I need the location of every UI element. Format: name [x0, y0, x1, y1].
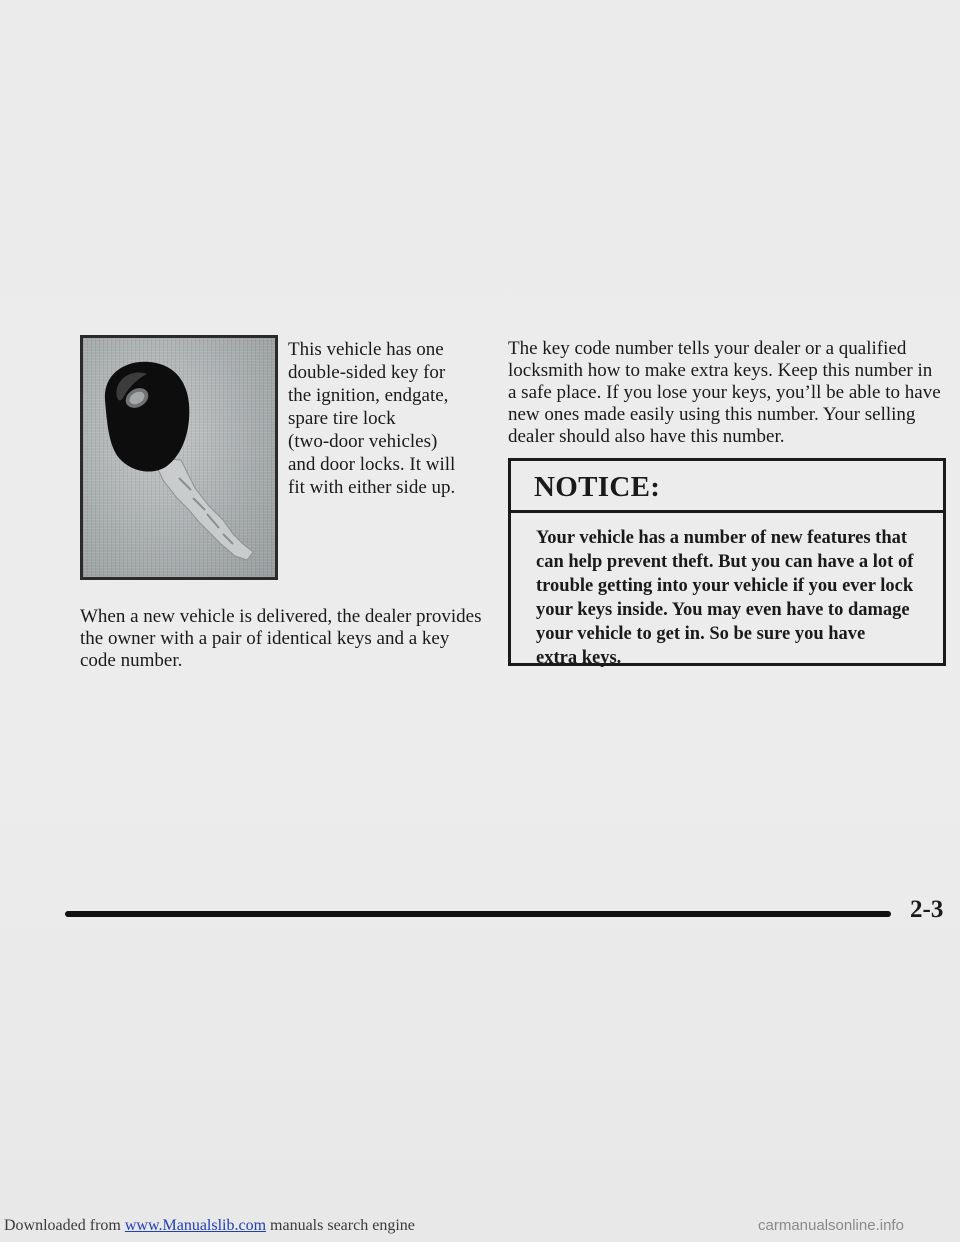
page-number: 2-3 — [910, 896, 944, 923]
key-photo — [80, 335, 278, 580]
notice-header — [511, 461, 943, 513]
key-description: This vehicle has one double-sided key for the ignition, endgate, spare tire lock (two-door vehicles) and door locks. It will fit with either side up. — [288, 339, 456, 498]
key-code-paragraph: The key code number tells your dealer or a qualified locksmith how to make extra keys. Keep this number in a safe place. If you lose your keys, you’ll be able to have new ones made easily using this number. Your selling dealer should also have this number. — [508, 338, 941, 447]
notice-box — [508, 458, 946, 666]
key-icon — [83, 338, 275, 577]
key-delivery-paragraph: When a new vehicle is delivered, the dealer provides the owner with a pair of identical keys and a key code number. — [80, 606, 482, 671]
notice-title: NOTICE: — [534, 471, 661, 503]
download-watermark — [4, 1217, 415, 1235]
notice-body: Your vehicle has a number of new features that can help prevent theft. But you can have a lot of trouble getting into your vehicle if you ever lock your keys inside. You may even have to damage your vehicle to get in. So be sure you have extra keys. — [536, 528, 914, 668]
watermark-prefix: Downloaded from — [4, 1217, 125, 1234]
footer-rule — [65, 911, 891, 917]
site-watermark: carmanualsonline.info — [758, 1217, 904, 1234]
watermark-suffix: manuals search engine — [266, 1217, 415, 1234]
manualslib-link[interactable]: www.Manualslib.com — [124, 1217, 267, 1234]
